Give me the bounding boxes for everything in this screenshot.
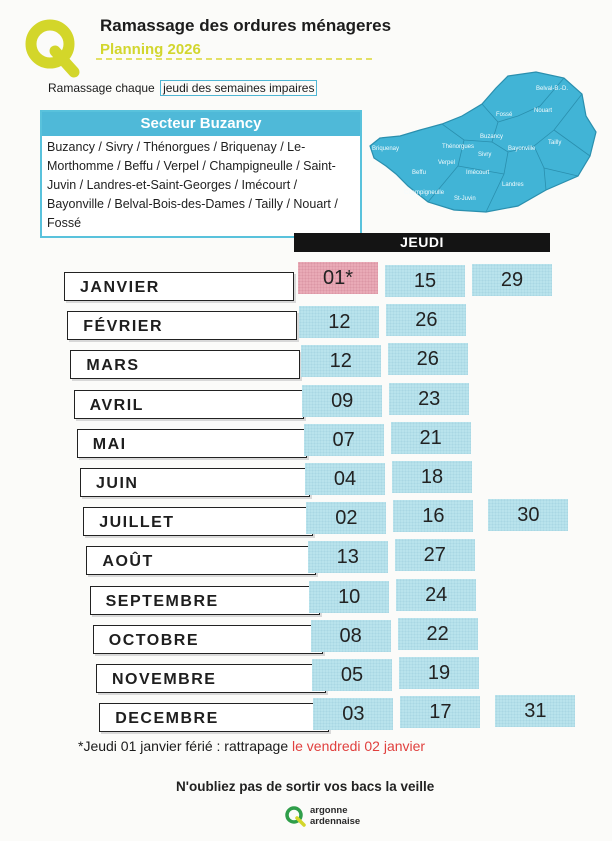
bin-reminder: N'oubliez pas de sortir vos bacs la veille (176, 779, 435, 794)
map-label: Briquenay (372, 146, 400, 152)
month-label: JANVIER (64, 272, 294, 301)
month-label: SEPTEMBRE (90, 586, 320, 615)
pickup-date-cell: 04 (305, 463, 385, 495)
month-label: DECEMBRE (99, 703, 329, 732)
pickup-date-cell: 15 (385, 265, 465, 297)
month-label: NOVEMBRE (96, 664, 326, 693)
holiday-footnote-highlight: le vendredi 02 janvier (292, 738, 426, 754)
map-label: Landres (502, 182, 524, 188)
month-label: JUILLET (83, 507, 313, 536)
pickup-frequency-highlight: jeudi des semaines impaires (160, 80, 317, 96)
map-label: Tailly (548, 140, 562, 146)
map-label: Belval-B.-D. (536, 86, 569, 92)
brand-line1: argonne (310, 805, 348, 816)
holiday-footnote (78, 738, 425, 754)
pickup-date-cell: 12 (301, 345, 381, 377)
map-label: Thénorgues (442, 144, 475, 150)
pickup-date-cell: 24 (396, 579, 476, 611)
pickup-date-cell: 13 (308, 541, 388, 573)
pickup-date-cell: 26 (388, 343, 468, 375)
month-label: FÉVRIER (67, 311, 297, 340)
weekday-header: JEUDI (294, 233, 550, 252)
pickup-date-cell: 22 (398, 618, 478, 650)
map-label: Sivry (478, 152, 492, 158)
map-label: Bayonville (508, 146, 536, 152)
map-label: Fossé (496, 112, 513, 118)
pickup-date-cell: 16 (393, 500, 473, 532)
map-label: Nouart (534, 108, 553, 114)
brand-line2: ardennaise (310, 816, 361, 827)
page-subtitle: Planning 2026 (100, 41, 201, 58)
pickup-date-cell: 03 (313, 698, 393, 730)
page-title: Ramassage des ordures ménageres (100, 16, 392, 35)
pickup-date-cell: 17 (400, 696, 480, 728)
brand-footer (283, 804, 373, 828)
pickup-date-cell: 08 (311, 620, 391, 652)
pickup-date-cell: 12 (299, 306, 379, 338)
pickup-date-cell: 10 (309, 581, 389, 613)
pickup-frequency-prefix: Ramassage chaque (48, 81, 155, 95)
sector-communes: Buzancy / Sivry / Thénorgues / Briquenay / Le-Morthomme / Beffu / Verpel / Champigneulle / Saint-Juvin / Landres-et-Saint-Georges / Imécourt / Bayonville / Belval-Bois-des-Dames / Tailly / Nouart / Fossé (47, 140, 338, 230)
pickup-date-cell: 23 (389, 383, 469, 415)
pickup-date-cell: 31 (495, 695, 575, 727)
month-label: MARS (70, 350, 300, 379)
pickup-date-cell: 18 (392, 461, 472, 493)
sector-title: Secteur Buzancy (42, 112, 360, 136)
pickup-date-cell: 09 (302, 385, 382, 417)
map-label: St-Juvin (454, 196, 476, 202)
pickup-date-cell: 02 (306, 502, 386, 534)
month-label: MAI (77, 429, 307, 458)
pickup-date-cell: 27 (395, 539, 475, 571)
holiday-footnote-text: *Jeudi 01 janvier férié : rattrapage (78, 738, 289, 754)
pickup-date-cell: 05 (312, 659, 392, 691)
pickup-date-cell: 26 (386, 304, 466, 336)
month-label: AOÛT (86, 546, 316, 575)
pickup-date-cell: 07 (304, 424, 384, 456)
brand-q-icon (283, 804, 307, 828)
pickup-date-cell: 21 (391, 422, 471, 454)
pickup-date-cell: 29 (472, 264, 552, 296)
month-label: JUIN (80, 468, 310, 497)
map-label: Imécourt (466, 170, 490, 176)
map-label: Beffu (412, 170, 426, 176)
holiday-date-cell: 01* (298, 262, 378, 294)
pickup-date-cell: 30 (488, 499, 568, 531)
month-label: AVRIL (74, 390, 304, 419)
map-label: Buzancy (480, 134, 504, 140)
month-label: OCTOBRE (93, 625, 323, 654)
pickup-date-cell: 19 (399, 657, 479, 689)
map-label: Verpel (438, 160, 456, 166)
map-label: Champigneulle (404, 190, 445, 196)
